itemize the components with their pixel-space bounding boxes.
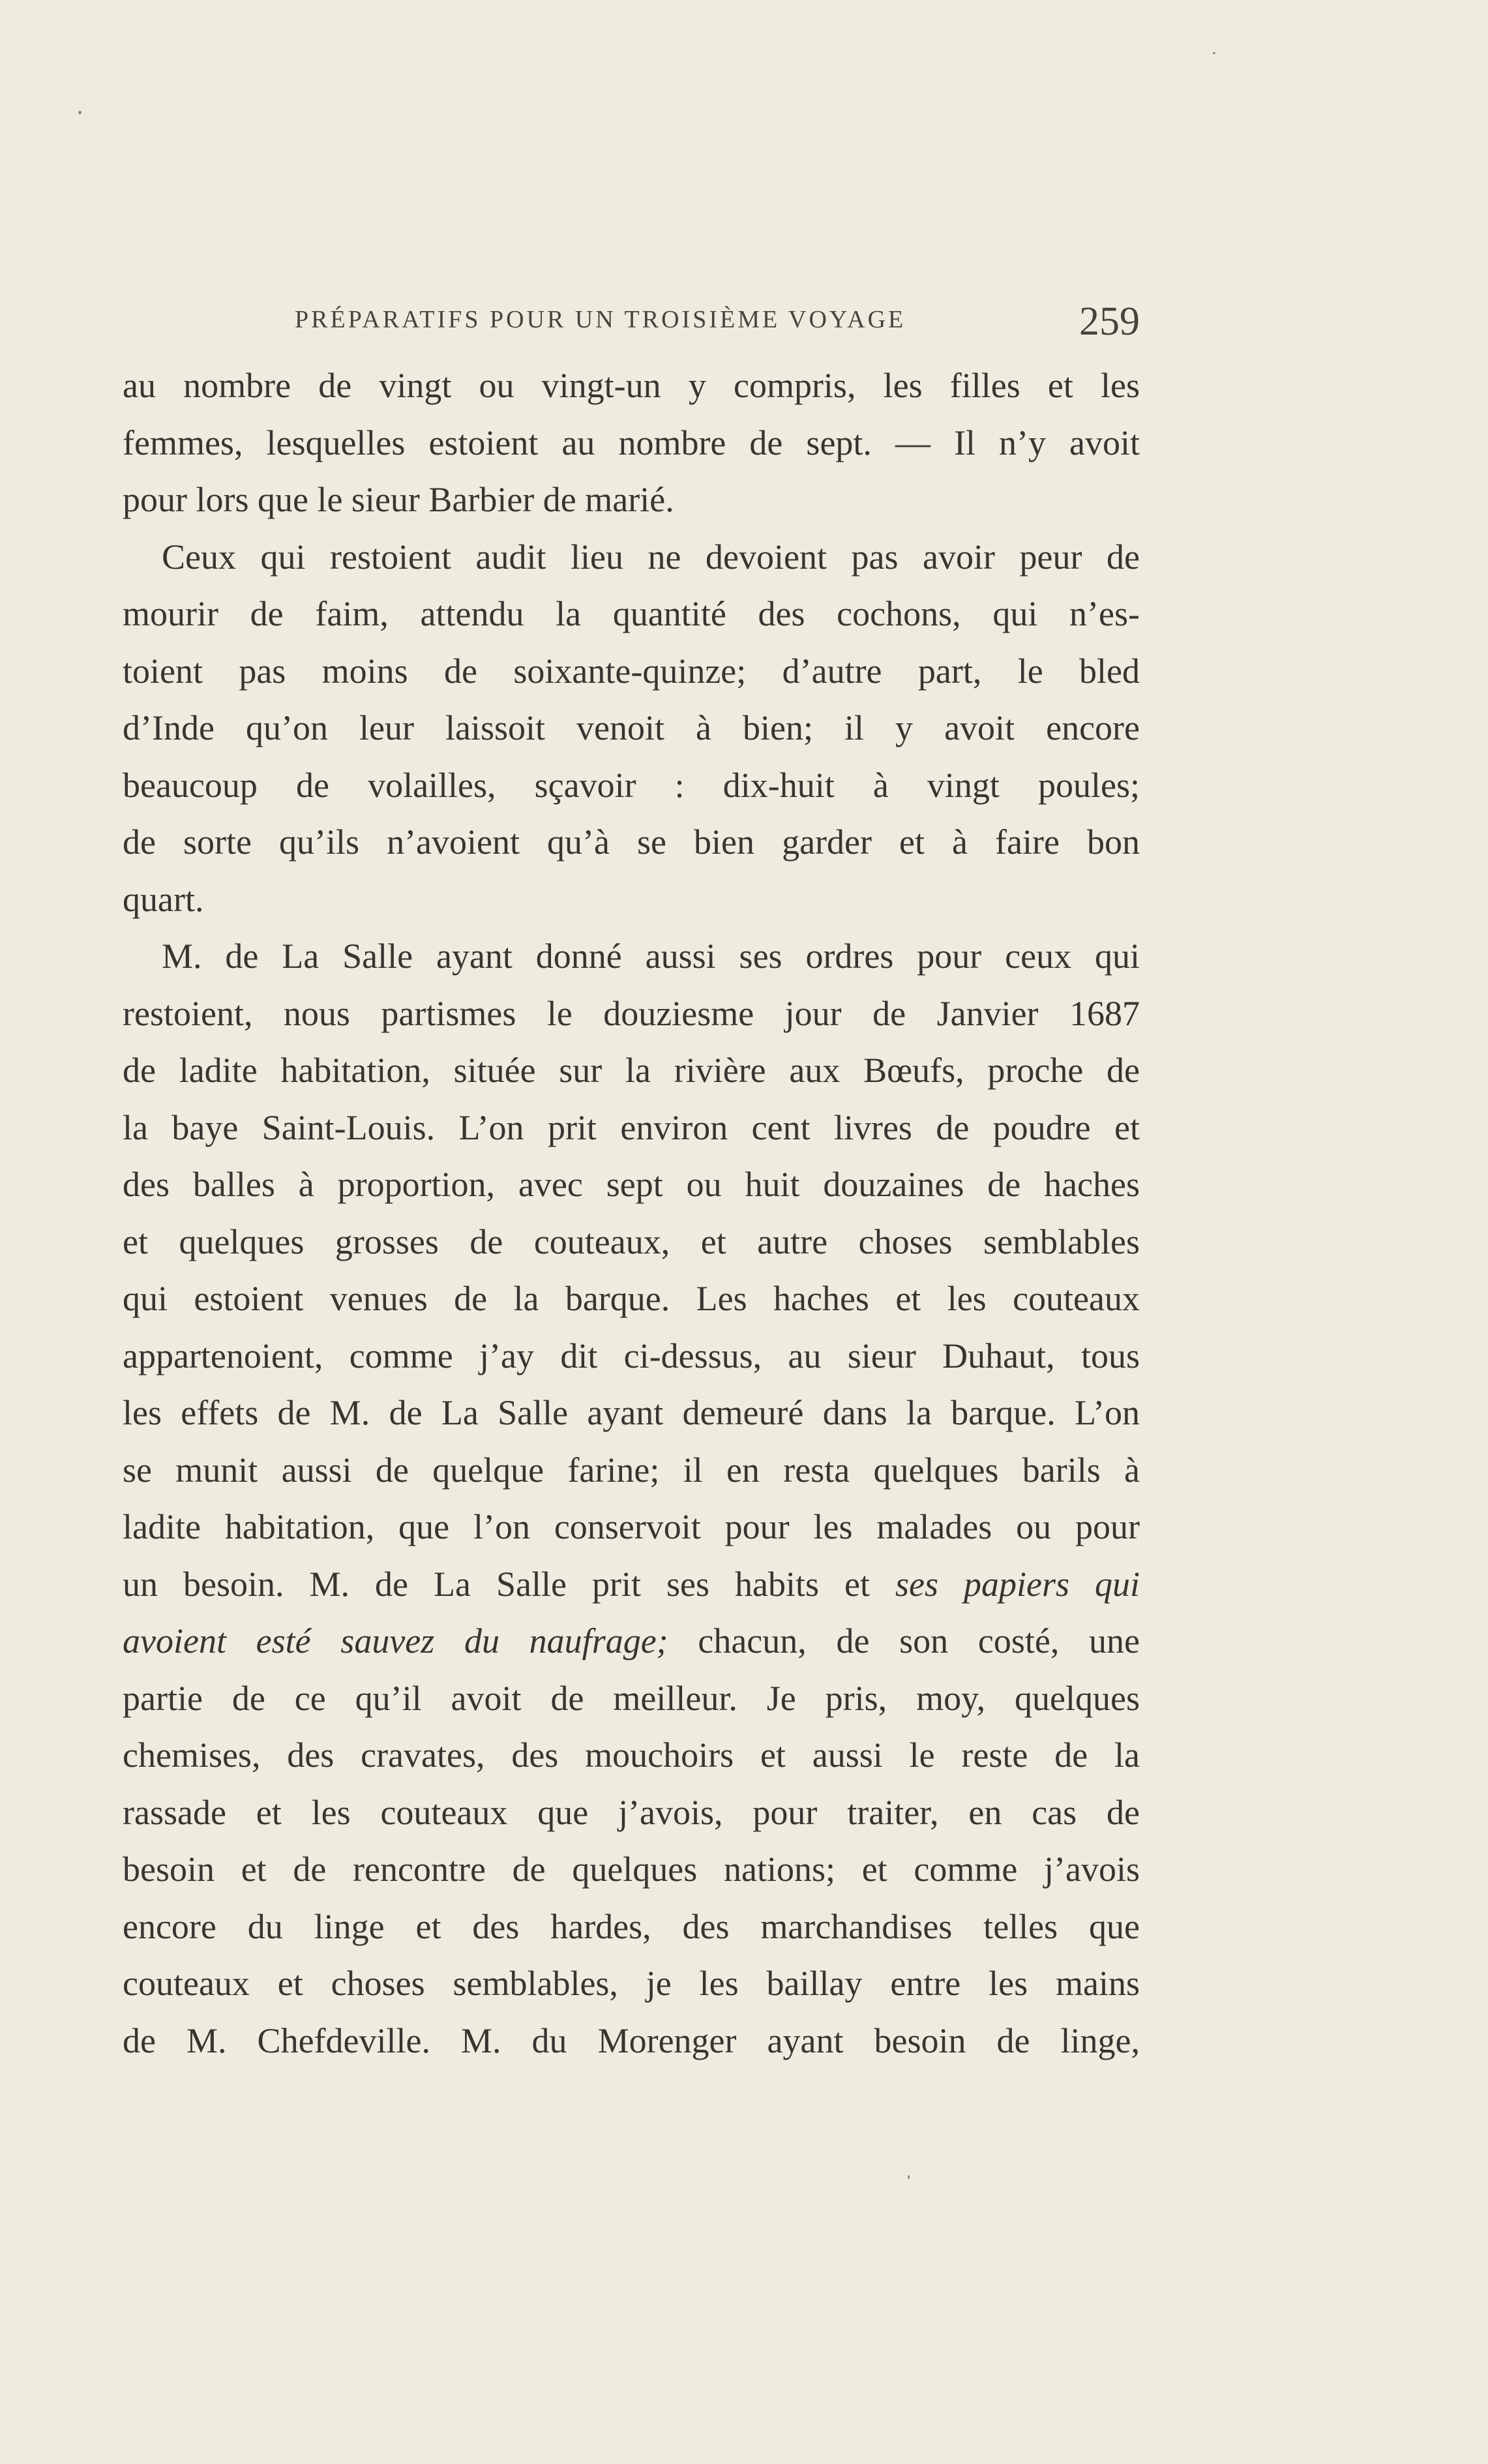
running-head xyxy=(123,299,1140,344)
text-line: toient pas moins de soixante-quinze; d’autre part, le bled xyxy=(123,651,1140,691)
body-text xyxy=(123,357,1140,2069)
text-line: couteaux et choses semblables, je les baillay entre les mains xyxy=(123,1964,1140,2003)
italic-segment: ses papiers qui xyxy=(895,1564,1140,1604)
text-line: de sorte qu’ils n’avoient qu’à se bien garder et à faire bon xyxy=(123,822,1140,862)
text-line: et quelques grosses de couteaux, et autre choses semblables xyxy=(123,1222,1140,1261)
paper-speck xyxy=(78,111,82,114)
text-line: qui estoient venues de la barque. Les haches et les couteaux xyxy=(123,1279,1140,1318)
text-line: ladite habitation, que l’on conservoit pour les malades ou pour xyxy=(123,1507,1140,1546)
text-line: femmes, lesquelles estoient au nombre de sept. — Il n’y avoit xyxy=(123,423,1140,462)
text-line: quart. xyxy=(123,879,204,919)
page-number: 259 xyxy=(1079,299,1140,344)
text-line: appartenoient, comme j’ay dit ci-dessus, au sieur Duhaut, tous xyxy=(123,1336,1140,1375)
text-segment: un besoin. M. de La Salle prit ses habits et xyxy=(123,1564,870,1604)
italic-segment: avoient esté sauvez du naufrage; xyxy=(123,1621,668,1660)
text-line: partie de ce qu’il avoit de meilleur. Je pris, moy, quelques xyxy=(123,1678,1140,1718)
text-line: pour lors que le sieur Barbier de marié. xyxy=(123,480,674,519)
text-line: mourir de faim, attendu la quantité des cochons, qui n’es- xyxy=(123,594,1140,633)
text-line: encore du linge et des hardes, des marchandises telles que xyxy=(123,1906,1140,1946)
text-line: des balles à proportion, avec sept ou huit douzaines de haches xyxy=(123,1165,1140,1204)
text-line-mixed xyxy=(123,1613,1140,1670)
text-line: au nombre de vingt ou vingt-un y compris, les filles et les xyxy=(123,366,1140,405)
text-segment: chacun, de son costé, une xyxy=(698,1621,1140,1660)
text-line: beaucoup de volailles, sçavoir : dix-huit à vingt poules; xyxy=(123,765,1140,805)
text-line: Ceux qui restoient audit lieu ne devoient pas avoir peur de xyxy=(162,537,1140,577)
text-line: restoient, nous partismes le douziesme jour de Janvier 1687 xyxy=(123,993,1140,1033)
text-line: de ladite habitation, située sur la rivière aux Bœufs, proche de xyxy=(123,1051,1140,1090)
paper-speck xyxy=(908,2175,910,2179)
text-line-mixed xyxy=(123,1556,1140,1614)
text-line: les effets de M. de La Salle ayant demeuré dans la barque. L’on xyxy=(123,1393,1140,1432)
text-line: la baye Saint-Louis. L’on prit environ cent livres de poudre et xyxy=(123,1107,1140,1147)
running-title: PRÉPARATIFS POUR UN TROISIÈME VOYAGE xyxy=(295,306,906,333)
text-line: d’Inde qu’on leur laissoit venoit à bien; il y avoit encore xyxy=(123,708,1140,747)
text-line: rassade et les couteaux que j’avois, pour traiter, en cas de xyxy=(123,1792,1140,1832)
text-line: se munit aussi de quelque farine; il en resta quelques barils à xyxy=(123,1450,1140,1490)
paper-speck xyxy=(1213,52,1215,54)
text-line: chemises, des cravates, des mouchoirs et aussi le reste de la xyxy=(123,1735,1140,1775)
text-line: M. de La Salle ayant donné aussi ses ordres pour ceux qui xyxy=(162,937,1140,976)
text-line: besoin et de rencontre de quelques nations; et comme j’avois xyxy=(123,1850,1140,1889)
text-line: de M. Chefdeville. M. du Morenger ayant besoin de linge, xyxy=(123,2021,1140,2060)
